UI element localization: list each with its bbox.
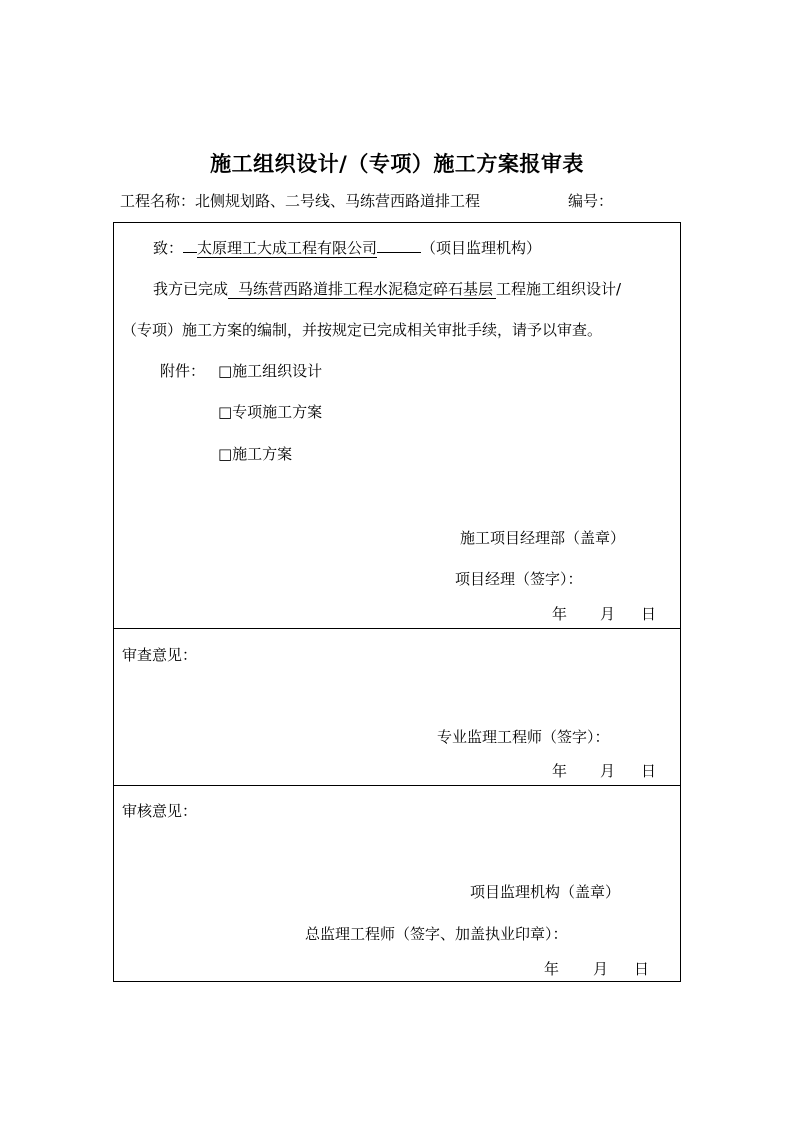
date-year: 年	[552, 605, 568, 623]
review-opinion-label: 审查意见：	[122, 646, 198, 664]
statement-prefix: 我方已完成	[153, 280, 229, 298]
statement-line-2: （专项）施工方案的编制，并按规定已完成相关审批手续，请予以审查。	[122, 321, 603, 339]
date-row-2	[114, 760, 680, 780]
recipient-org: 太原理工大成工程有限公司	[197, 239, 378, 257]
section-divider-1	[114, 628, 680, 629]
date-day: 日	[641, 762, 657, 780]
date-month: 月	[600, 762, 616, 780]
recipient-suffix: （项目监理机构）	[421, 239, 542, 257]
date-day: 日	[634, 960, 650, 978]
project-name-value: 北侧规划路、二号线、马练营西路道排工程	[195, 192, 481, 210]
chief-engineer-signature-label: 总监理工程师（签字、加盖执业印章）：	[305, 925, 568, 943]
recipient-row	[153, 236, 541, 258]
project-name-row	[120, 190, 480, 211]
supervision-engineer-signature-label: 专业监理工程师（签字）：	[437, 728, 610, 746]
date-month: 月	[593, 960, 609, 978]
recipient-label: 致：	[153, 239, 184, 257]
form-title: 施工组织设计/（专项）施工方案报审表	[210, 152, 584, 176]
statement-line-1	[153, 278, 621, 299]
date-month: 月	[600, 605, 616, 623]
section-divider-2	[114, 785, 680, 786]
attachment-item-special-plan[interactable]: □专项施工方案	[218, 403, 323, 421]
date-day: 日	[641, 605, 657, 623]
date-year: 年	[552, 762, 568, 780]
date-row-3	[114, 958, 680, 978]
supervision-org-seal-label: 项目监理机构（盖章）	[470, 883, 621, 901]
project-dept-seal-label: 施工项目经理部（盖章）	[460, 529, 626, 547]
date-year: 年	[544, 960, 560, 978]
audit-opinion-label: 审核意见：	[122, 802, 198, 820]
attachment-item-construction-plan[interactable]: □施工方案	[218, 445, 293, 463]
form-number-label: 编号：	[568, 192, 614, 210]
attachment-item-construction-design[interactable]: □施工组织设计	[218, 362, 323, 380]
statement-suffix: 工程施工组织设计/	[496, 280, 622, 298]
approval-form-table	[113, 222, 681, 982]
statement-work-name: 马练营西路道排工程水泥稳定碎石基层	[228, 280, 496, 299]
date-row-1	[114, 603, 680, 623]
project-name-label: 工程名称：	[120, 192, 196, 210]
project-manager-signature-label: 项目经理（签字）：	[455, 570, 583, 588]
attachment-label: 附件：	[160, 362, 206, 380]
